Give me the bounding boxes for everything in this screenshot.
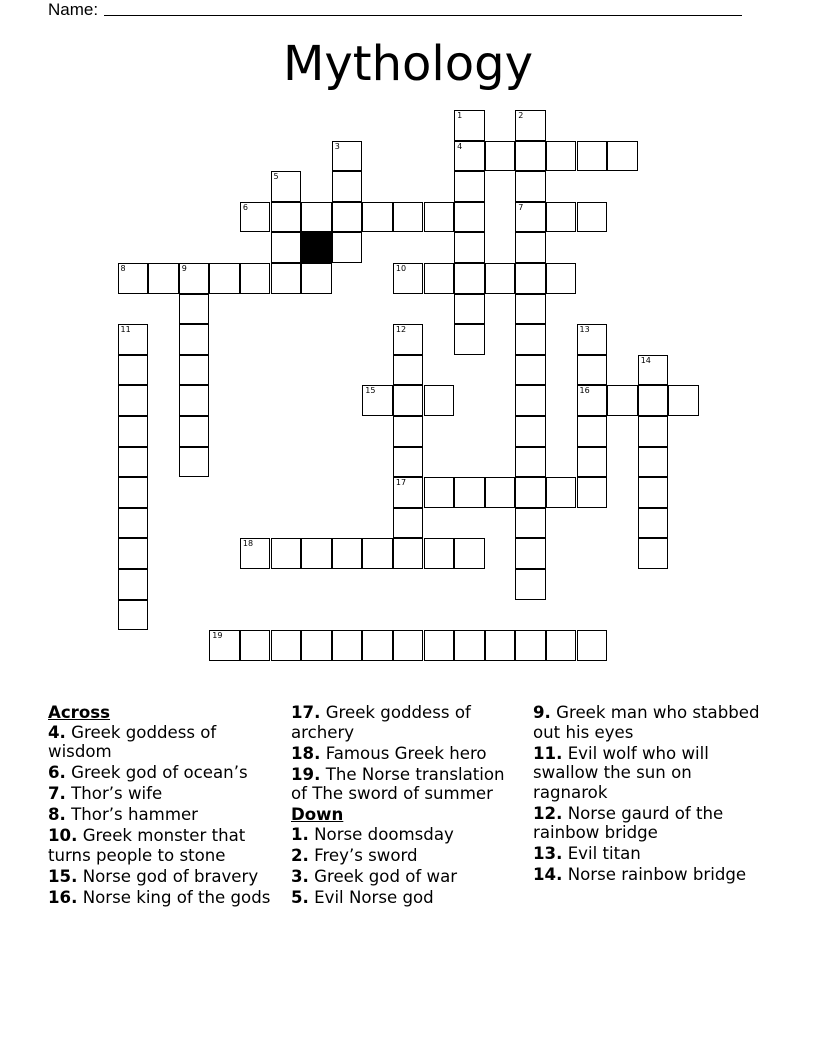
grid-cell[interactable] xyxy=(454,538,485,569)
grid-cell[interactable] xyxy=(515,385,546,416)
grid-cell[interactable] xyxy=(577,141,608,172)
across-heading: Across xyxy=(48,703,111,722)
clue-item-number: 15. xyxy=(48,866,78,886)
clue-item-number: 17. xyxy=(291,703,321,722)
grid-cell[interactable] xyxy=(118,538,149,569)
clue-number: 5 xyxy=(273,172,279,182)
clue-number: 8 xyxy=(120,264,126,273)
grid-cell[interactable] xyxy=(118,385,149,416)
grid-cell[interactable] xyxy=(515,171,546,202)
grid-cell[interactable] xyxy=(332,232,363,263)
clue-item xyxy=(48,888,280,908)
clue-item-text: Evil Norse god xyxy=(314,887,434,907)
clue-item-number: 11. xyxy=(533,743,563,763)
grid-cell[interactable] xyxy=(393,508,424,539)
grid-cell[interactable] xyxy=(485,630,516,661)
clue-item-number: 16. xyxy=(48,887,78,907)
grid-cell[interactable] xyxy=(515,355,546,386)
clue-number: 11 xyxy=(120,325,131,335)
clue-item-number: 10. xyxy=(48,826,78,845)
grid-cell[interactable] xyxy=(515,202,546,233)
grid-cell[interactable] xyxy=(454,110,485,141)
clue-number: 18 xyxy=(242,539,254,549)
clue-item-text: Evil titan xyxy=(567,844,641,863)
grid-cell[interactable] xyxy=(577,447,608,478)
grid-cell[interactable] xyxy=(607,385,638,416)
grid-cell[interactable] xyxy=(515,416,546,447)
clue-item-number: 5. xyxy=(291,887,309,907)
clue-number: 3 xyxy=(334,141,340,151)
grid-cell[interactable] xyxy=(638,355,669,386)
clue-number: 15 xyxy=(365,386,376,396)
grid-cell[interactable] xyxy=(393,385,424,416)
grid-cell[interactable] xyxy=(179,385,210,416)
grid-cell[interactable] xyxy=(577,324,608,355)
clue-item xyxy=(48,867,280,887)
clue-item-text: Norse gaurd of the rainbow bridge xyxy=(533,803,724,842)
clue-item-number: 19. xyxy=(291,764,321,784)
grid-cell[interactable] xyxy=(393,202,424,233)
grid-cell[interactable] xyxy=(515,110,546,141)
grid-cell[interactable] xyxy=(577,416,608,447)
clue-item-number: 1. xyxy=(291,824,309,844)
clue-item xyxy=(533,744,765,803)
grid-cell[interactable] xyxy=(271,630,302,661)
clue-item xyxy=(533,844,765,864)
grid-cell[interactable] xyxy=(118,416,149,447)
grid-cell[interactable] xyxy=(118,355,149,386)
clue-item-text: Famous Greek hero xyxy=(325,743,487,763)
grid-cell[interactable] xyxy=(393,447,424,478)
clue-item xyxy=(533,703,765,742)
clue-item-text: Norse god of bravery xyxy=(82,866,259,886)
grid-cell[interactable] xyxy=(179,355,210,386)
clue-item xyxy=(291,867,523,887)
clue-number: 13 xyxy=(579,325,590,335)
grid-cell[interactable] xyxy=(301,630,332,661)
grid-cell[interactable] xyxy=(118,263,149,294)
grid-cell[interactable] xyxy=(638,385,669,416)
clue-item xyxy=(291,825,523,845)
grid-cell[interactable] xyxy=(638,477,669,508)
grid-cell[interactable] xyxy=(638,508,669,539)
clue-item xyxy=(48,805,280,825)
grid-cell[interactable] xyxy=(515,447,546,478)
grid-cell[interactable] xyxy=(393,324,424,355)
clue-item-text: Evil wolf who will swallow the sun on ragnarok xyxy=(533,743,709,802)
grid-cell[interactable] xyxy=(546,263,577,294)
grid-cell[interactable] xyxy=(118,447,149,478)
grid-cell[interactable] xyxy=(454,202,485,233)
grid-cell[interactable] xyxy=(393,630,424,661)
clue-item-text: Norse doomsday xyxy=(314,824,454,844)
clue-item-number: 8. xyxy=(48,805,66,824)
grid-cell[interactable] xyxy=(577,385,608,416)
grid-cell[interactable] xyxy=(424,477,455,508)
grid-cell[interactable] xyxy=(118,477,149,508)
clue-item-text: Norse rainbow bridge xyxy=(567,865,747,884)
grid-cell[interactable] xyxy=(118,508,149,539)
grid-cell[interactable] xyxy=(454,263,485,294)
grid-cell[interactable] xyxy=(362,630,393,661)
grid-cell[interactable] xyxy=(454,630,485,661)
grid-cell[interactable] xyxy=(179,447,210,478)
grid-cell[interactable] xyxy=(209,630,240,661)
page-title: Mythology xyxy=(282,36,533,92)
clue-item xyxy=(291,765,523,804)
grid-cell[interactable] xyxy=(301,202,332,233)
grid-cell[interactable] xyxy=(454,141,485,172)
clue-item-text: Norse king of the gods xyxy=(82,887,271,907)
grid-cell[interactable] xyxy=(485,141,516,172)
grid-cell[interactable] xyxy=(546,202,577,233)
grid-cell[interactable] xyxy=(424,202,455,233)
clue-item xyxy=(533,804,765,843)
grid-cell[interactable] xyxy=(332,202,363,233)
grid-cell[interactable] xyxy=(454,477,485,508)
clue-number: 4 xyxy=(457,141,463,151)
clue-number: 1 xyxy=(457,111,463,120)
clue-column-1 xyxy=(48,703,280,909)
grid-cell[interactable] xyxy=(424,630,455,661)
clue-item-number: 2. xyxy=(291,845,309,865)
clue-number: 7 xyxy=(518,202,524,212)
clue-item-number: 4. xyxy=(48,722,66,742)
grid-cell[interactable] xyxy=(668,385,699,416)
clue-item xyxy=(291,888,523,908)
grid-cell[interactable] xyxy=(271,538,302,569)
clue-item-text: Greek goddess of archery xyxy=(291,703,471,742)
clue-item-text: Thor’s wife xyxy=(71,784,163,803)
grid-cell[interactable] xyxy=(485,477,516,508)
clue-item-text: Greek goddess of wisdom xyxy=(48,722,217,761)
grid-cell[interactable] xyxy=(515,294,546,325)
grid-cell[interactable] xyxy=(393,263,424,294)
clue-column-3 xyxy=(533,703,765,886)
grid-cell[interactable] xyxy=(546,477,577,508)
clue-item-number: 7. xyxy=(48,784,66,803)
grid-cell[interactable] xyxy=(393,355,424,386)
clue-number: 17 xyxy=(395,478,407,488)
grid-cell[interactable] xyxy=(515,569,546,600)
grid-cell[interactable] xyxy=(515,508,546,539)
clue-column-2 xyxy=(291,703,523,909)
clue-number: 19 xyxy=(212,631,223,641)
grid-cell[interactable] xyxy=(454,171,485,202)
clue-item-number: 14. xyxy=(533,865,563,884)
clue-item-text: Greek monster that turns people to stone xyxy=(48,826,246,865)
grid-cell[interactable] xyxy=(454,232,485,263)
grid-cell[interactable] xyxy=(179,324,210,355)
grid-cell[interactable] xyxy=(638,538,669,569)
clue-item-text: Greek man who stabbed out his eyes xyxy=(533,703,760,742)
grid-cell[interactable] xyxy=(118,600,149,631)
grid-cell[interactable] xyxy=(240,202,271,233)
clue-number: 16 xyxy=(579,386,590,396)
clue-number: 14 xyxy=(640,355,651,365)
black-cell xyxy=(301,232,332,263)
grid-cell[interactable] xyxy=(271,263,302,294)
grid-cell[interactable] xyxy=(546,630,577,661)
grid-cell[interactable] xyxy=(332,630,363,661)
clue-item-text: The Norse translation of The sword of summer xyxy=(291,764,505,803)
clue-number: 12 xyxy=(395,325,407,335)
grid-cell[interactable] xyxy=(118,569,149,600)
grid-cell[interactable] xyxy=(424,538,455,569)
grid-cell[interactable] xyxy=(240,630,271,661)
grid-cell[interactable] xyxy=(271,171,302,202)
clue-item-text: Greek god of ocean’s xyxy=(71,763,248,782)
grid-cell[interactable] xyxy=(638,416,669,447)
grid-cell[interactable] xyxy=(209,263,240,294)
clue-item xyxy=(291,744,523,764)
grid-cell[interactable] xyxy=(454,324,485,355)
grid-cell[interactable] xyxy=(515,538,546,569)
clue-item xyxy=(533,865,765,885)
clue-number: 10 xyxy=(395,264,407,273)
grid-cell[interactable] xyxy=(638,447,669,478)
grid-cell[interactable] xyxy=(148,263,179,294)
clue-item xyxy=(48,826,280,865)
clue-item-number: 12. xyxy=(533,803,563,823)
clue-item-number: 13. xyxy=(533,844,563,863)
grid-cell[interactable] xyxy=(271,232,302,263)
grid-cell[interactable] xyxy=(393,416,424,447)
down-heading: Down xyxy=(291,805,344,824)
grid-cell[interactable] xyxy=(301,263,332,294)
grid-cell[interactable] xyxy=(515,477,546,508)
name-label: Name: xyxy=(48,0,99,19)
clue-item-number: 3. xyxy=(291,866,309,886)
grid-cell[interactable] xyxy=(424,385,455,416)
clue-item-text: Frey’s sword xyxy=(314,845,418,865)
grid-cell[interactable] xyxy=(577,355,608,386)
clue-item-number: 6. xyxy=(48,763,66,782)
clue-item xyxy=(48,763,280,783)
grid-cell[interactable] xyxy=(271,202,302,233)
grid-cell[interactable] xyxy=(454,294,485,325)
clue-number: 9 xyxy=(181,264,187,273)
clue-item-number: 18. xyxy=(291,743,321,763)
grid-cell[interactable] xyxy=(179,294,210,325)
grid-cell[interactable] xyxy=(577,202,608,233)
grid-cell[interactable] xyxy=(332,171,363,202)
clue-number: 6 xyxy=(242,202,248,212)
grid-cell[interactable] xyxy=(362,538,393,569)
clue-number: 2 xyxy=(518,111,524,120)
clue-item xyxy=(48,723,280,762)
clue-item-text: Greek god of war xyxy=(314,866,458,886)
grid-cell[interactable] xyxy=(577,630,608,661)
grid-cell[interactable] xyxy=(546,141,577,172)
grid-cell[interactable] xyxy=(362,385,393,416)
clue-item-number: 9. xyxy=(533,703,551,722)
grid-cell[interactable] xyxy=(424,263,455,294)
grid-cell[interactable] xyxy=(240,538,271,569)
grid-cell[interactable] xyxy=(515,630,546,661)
grid-cell[interactable] xyxy=(515,324,546,355)
grid-cell[interactable] xyxy=(485,263,516,294)
clue-item xyxy=(291,703,523,742)
grid-cell[interactable] xyxy=(393,538,424,569)
grid-cell[interactable] xyxy=(240,263,271,294)
grid-cell[interactable] xyxy=(362,202,393,233)
clue-item xyxy=(291,846,523,866)
grid-cell[interactable] xyxy=(577,477,608,508)
grid-cell[interactable] xyxy=(393,477,424,508)
grid-cell[interactable] xyxy=(332,141,363,172)
grid-cell[interactable] xyxy=(515,141,546,172)
grid-cell[interactable] xyxy=(179,416,210,447)
grid-cell[interactable] xyxy=(515,263,546,294)
grid-cell[interactable] xyxy=(332,538,363,569)
grid-cell[interactable] xyxy=(301,538,332,569)
grid-cell[interactable] xyxy=(179,263,210,294)
clue-item xyxy=(48,784,280,804)
grid-cell[interactable] xyxy=(607,141,638,172)
grid-cell[interactable] xyxy=(118,324,149,355)
clue-item-text: Thor’s hammer xyxy=(71,805,199,824)
grid-cell[interactable] xyxy=(515,232,546,263)
